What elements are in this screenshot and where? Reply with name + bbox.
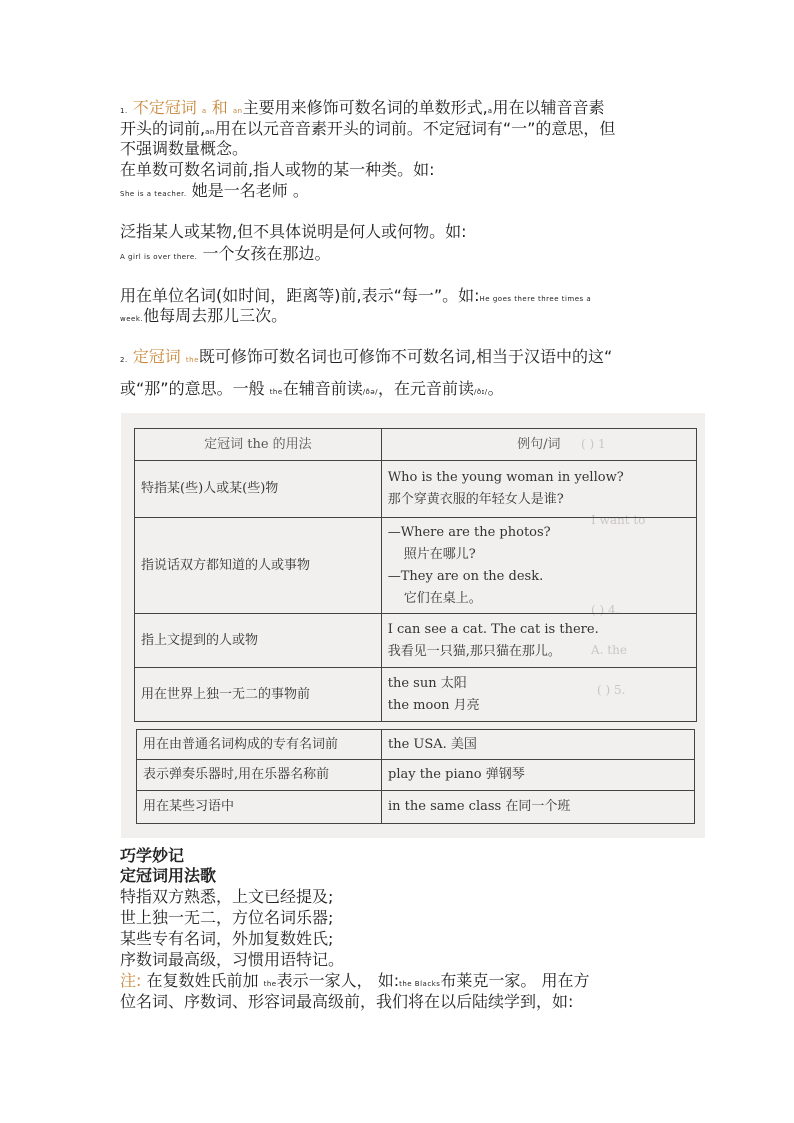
row-usage: 用在某些习语中 (137, 791, 382, 824)
row-usage: 用在世界上独一无二的事物前 (135, 668, 382, 722)
table-header-row (135, 429, 697, 461)
example-line: 那个穿黄衣服的年轻女人是谁? (387, 492, 564, 507)
section1-line1-rest: 主要用来修饰可数名词的单数形式, (242, 98, 488, 117)
article-usage-table (134, 428, 697, 722)
row-example (381, 614, 696, 668)
example-3-en-2: week. (120, 315, 144, 323)
article-the: the (185, 356, 199, 364)
mnemonic-heading: 巧学妙记 (120, 846, 185, 865)
section2-line2 (120, 379, 504, 402)
section2-line2b: 在辅音前读 (282, 379, 363, 398)
section2-line2d: 。 (487, 379, 504, 398)
table-photo: ( ) 1 I want to ( ) 4. A. the ( ) 5. (121, 413, 705, 838)
note-the: the (263, 980, 277, 988)
mnemonic-subheading: 定冠词用法歌 (120, 866, 217, 885)
note-text-1b: 表示一家人， 如: (276, 971, 400, 990)
mnemonic-line: 世上独一无二，方位名词乐器; (120, 908, 334, 927)
note-example: the Blacks (399, 980, 441, 988)
row-usage: 指上文提到的人或物 (135, 614, 382, 668)
section2-title: 定冠词 (132, 347, 181, 366)
ipa-consonant: /ðə/ (362, 388, 379, 396)
mnemonic-line: 序数词最高级，习惯用语特记。 (120, 950, 345, 969)
example-1 (120, 181, 309, 204)
header-usage: 定冠词 the 的用法 (135, 429, 382, 461)
article-a: a (201, 107, 207, 115)
section2-line2c: ，在元音前读 (378, 379, 475, 398)
row-usage: 表示弹奏乐器时,用在乐器名称前 (137, 760, 382, 791)
article-an: an (232, 107, 243, 115)
table-row (137, 730, 695, 760)
example-2 (120, 244, 330, 267)
table-row (135, 668, 697, 722)
section1-title: 不定冠词 (132, 98, 197, 117)
note-text-1a: 在复数姓氏前加 (146, 971, 259, 990)
inline-an: an (205, 128, 215, 136)
inline-the: the (269, 388, 283, 396)
row-usage: 用在由普通名词构成的专有名词前 (137, 730, 382, 760)
example-line: Who is the young woman in yellow? (387, 470, 624, 485)
section2-line2a: 或“那”的意思。一般 (120, 379, 265, 398)
row-usage: 特指某(些)人或某(些)物 (135, 461, 382, 518)
note-line2: 位名词、序数词、形容词最高级前，我们将在以后陆续学到，如: (120, 992, 574, 1011)
table-row (137, 791, 695, 824)
table-row (135, 518, 697, 614)
ipa-vowel: /ðɪ/ (474, 388, 488, 396)
section1-line3: 不强调数量概念。 (120, 139, 249, 158)
example-3 (120, 306, 287, 329)
section1-line1-end: 用在以辅音音素 (492, 98, 605, 117)
row-example: play the piano 弹钢琴 (382, 760, 695, 791)
example-line: —They are on the desk. (387, 568, 544, 584)
example-line: 它们在桌上。 (403, 590, 482, 606)
example-2-cn: 一个女孩在那边。 (202, 244, 331, 263)
example-2-en: A girl is over there. (120, 253, 198, 261)
row-example (381, 518, 696, 614)
example-line: I can see a cat. The cat is there. (387, 621, 599, 637)
table-row (135, 614, 697, 668)
section2-number: 2. (120, 356, 128, 364)
row-usage: 指说话双方都知道的人或事物 (135, 518, 382, 614)
example-3-cn: 他每周去那儿三次。 (143, 306, 288, 325)
example-line: 我看见一只猫,那只猫在那儿。 (387, 643, 561, 659)
header-examples: 例句/词 (381, 429, 696, 461)
article-usage-table-continued (136, 729, 695, 824)
note-text-1c: 布莱克一家。 用在方 (440, 971, 590, 990)
paragraph-3-text: 用在单位名词(如时间，距离等)前,表示“每一”。如: (120, 286, 480, 305)
example-3-en-1: He goes there three times a (479, 295, 592, 303)
example-line: —Where are the photos? (387, 524, 551, 540)
row-example (381, 461, 696, 518)
row-example (381, 668, 696, 722)
mnemonic-line: 特指双方熟悉，上文已经提及; (120, 887, 334, 906)
example-1-cn: 她是一名老师 。 (191, 181, 309, 200)
table-row (137, 760, 695, 791)
example-1-en: She is a teacher. (120, 190, 187, 198)
paragraph-1: 在单数可数名词前,指人或物的某一种类。如: (120, 160, 435, 179)
note-label: 注: (120, 971, 142, 990)
section1-line2-start: 开头的词前, (120, 119, 206, 138)
inline-a: a (487, 107, 493, 115)
section2-line1-text: 既可修饰可数名词也可修饰不可数名词,相当于汉语中的这“ (198, 347, 613, 366)
row-example: the USA. 美国 (382, 730, 695, 760)
example-line: 照片在哪儿? (403, 546, 476, 562)
section1-he: 和 (211, 98, 228, 117)
mnemonic-line: 某些专有名词，外加复数姓氏; (120, 929, 334, 948)
section1-line2-rest: 用在以元音音素开头的词前。不定冠词有“一”的意思，但 (214, 119, 616, 138)
section1-line1 (120, 98, 605, 121)
note-line1 (120, 971, 590, 994)
example-line: the sun 太阳 (387, 675, 467, 691)
row-example: in the same class 在同一个班 (382, 791, 695, 824)
table-row (135, 461, 697, 518)
paragraph-2: 泛指某人或某物,但不具体说明是何人或何物。如: (120, 222, 467, 241)
section1-number: 1. (120, 107, 128, 115)
section2-line1 (120, 347, 612, 370)
example-line: the moon 月亮 (387, 697, 480, 713)
